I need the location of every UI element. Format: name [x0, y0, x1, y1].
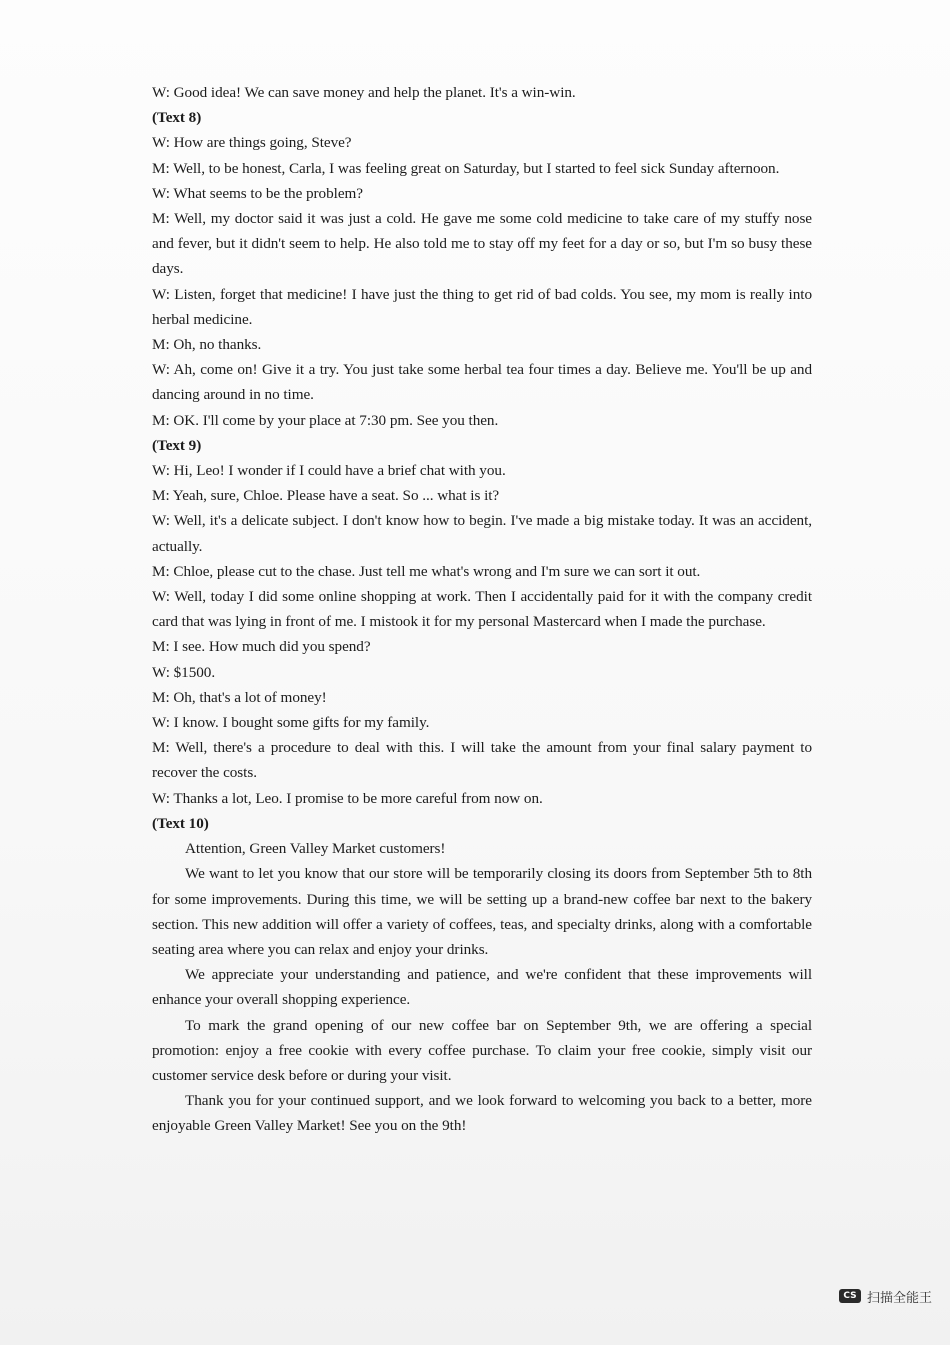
line-13: M: Yeah, sure, Chloe. Please have a seat. So ... what is it? — [152, 487, 500, 505]
line-15: M: Chloe, please cut to the chase. Just tell me what's wrong and I'm sure we can sort it out. — [152, 562, 701, 580]
announcement-greeting: Attention, Green Valley Market customers! — [185, 840, 446, 858]
camscanner-logo-icon: CS — [839, 1289, 861, 1303]
line-5: W: What seems to be the problem? — [152, 184, 363, 202]
scanner-brand-text: 扫描全能王 — [866, 1290, 932, 1303]
line-19: M: Oh, that's a lot of money! — [152, 688, 327, 706]
line-9: W: Ah, come on! Give it a try. You just take some herbal tea four times a day. Believe me. You'll be up and dancing around in no time. — [152, 361, 812, 404]
text-9-heading: (Text 9) — [152, 436, 202, 454]
line-10: M: OK. I'll come by your place at 7:30 pm. See you then. — [152, 411, 499, 429]
line-18: W: $1500. — [152, 663, 216, 681]
line-4: M: Well, to be honest, Carla, I was feeling great on Saturday, but I started to feel sick Sunday afternoon. — [152, 159, 780, 177]
line-16: W: Well, today I did some online shopping at work. Then I accidentally paid for it with the company credit card that was lying in front of me. I mistook it for my personal Mastercard when I made the purchase. — [152, 588, 812, 631]
line-17: M: I see. How much did you spend? — [152, 638, 371, 656]
announcement-paragraph-1: We want to let you know that our store will be temporarily closing its doors from September 5th to 8th for some improvements. During this time, we will be setting up a brand-new coffee bar next to the bakery section. This new addition will offer a variety of coffees, teas, and specialty drinks, along with a comfortable seating area where you can relax and enjoy your drinks. — [152, 865, 812, 958]
transcript-body — [152, 80, 812, 1139]
line-1: W: Good idea! We can save money and help the planet. It's a win-win. — [152, 84, 576, 101]
line-7: W: Listen, forget that medicine! I have just the thing to get rid of bad colds. You see, my mom is really into herbal medicine. — [152, 285, 812, 328]
line-14: W: Well, it's a delicate subject. I don't know how to begin. I've made a big mistake today. It was an accident, actually. — [152, 512, 812, 555]
line-3: W: How are things going, Steve? — [152, 134, 352, 152]
announcement-paragraph-2: We appreciate your understanding and patience, and we're confident that these improvements will enhance your overall shopping experience. — [152, 966, 812, 1009]
line-12: W: Hi, Leo! I wonder if I could have a brief chat with you. — [152, 462, 506, 480]
text-10-heading: (Text 10) — [152, 814, 209, 832]
text-8-heading: (Text 8) — [152, 109, 202, 127]
scanner-watermark — [839, 1289, 932, 1303]
line-8: M: Oh, no thanks. — [152, 336, 262, 354]
announcement-paragraph-3: To mark the grand opening of our new coffee bar on September 9th, we are offering a special promotion: enjoy a free cookie with every coffee purchase. To claim your free cookie, simply visit our customer service desk before or during your visit. — [152, 1016, 812, 1084]
line-21: M: Well, there's a procedure to deal with this. I will take the amount from your final salary payment to recover the costs. — [152, 739, 812, 782]
line-20: W: I know. I bought some gifts for my family. — [152, 714, 430, 732]
line-6: M: Well, my doctor said it was just a cold. He gave me some cold medicine to take care of my stuffy nose and fever, but it didn't seem to help. He also told me to stay off my feet for a day or so, but I'm so busy these days. — [152, 210, 812, 278]
announcement-paragraph-4: Thank you for your continued support, and we look forward to welcoming you back to a better, more enjoyable Green Valley Market! See you on the 9th! — [152, 1092, 812, 1135]
line-22: W: Thanks a lot, Leo. I promise to be more careful from now on. — [152, 789, 543, 807]
